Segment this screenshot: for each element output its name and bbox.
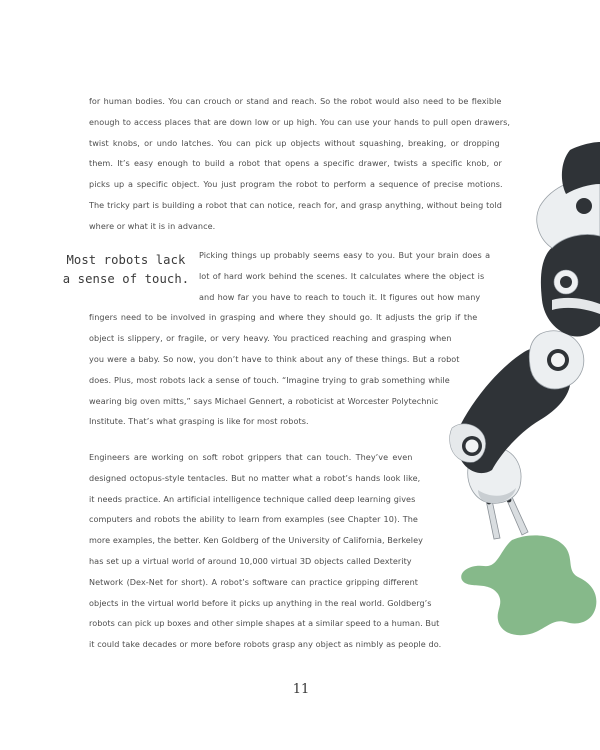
- text-line: computers and robots the ability to learn from examples (see Chapter 10). The: [89, 514, 418, 525]
- text-line: does. Plus, most robots lack a sense of touch. “Imagine trying to grab something while: [89, 374, 450, 385]
- page-number: 11: [292, 682, 310, 697]
- text-line: and how far you have to reach to touch it. It figures out how many: [199, 291, 481, 302]
- text-line: objects in the virtual world before it picks up anything in the real world. Goldberg’s: [89, 597, 432, 608]
- text-line: Engineers are working on soft robot grippers that can touch. They’ve even: [89, 452, 413, 462]
- green-blob: [461, 535, 596, 635]
- text-line: twist knobs, or undo latches. You can pick up objects without squashing, breaking, or dropping: [89, 137, 500, 148]
- robot-shoulder-cap: [560, 276, 572, 288]
- text-line: more examples, the better. Ken Goldberg of the University of California, Berkeley: [89, 535, 423, 546]
- text-line: robots can pick up boxes and other simple shapes at a similar speed to a human. But: [89, 618, 440, 629]
- pull-quote-line: a sense of touch.: [62, 272, 190, 286]
- pull-quote-line: Most robots lack: [66, 253, 186, 267]
- text-line: wearing big oven mitts,” says Michael Gennert, a roboticist at Worcester Polytechnic: [89, 395, 439, 406]
- robot-wrist-cap: [466, 440, 479, 453]
- text-line: The tricky part is building a robot that can notice, reach for, and grasp anything, without being told: [89, 199, 502, 210]
- text-line: enough to access places that are down low or up high. You can use your hands to pull open drawers,: [89, 116, 510, 127]
- text-line: it could take decades or more before robots grasp any object as nimbly as people do.: [89, 639, 442, 650]
- robot-elbow-cap: [551, 353, 565, 367]
- text-line: you were a baby. So now, you don’t have to think about any of these things. But a robot: [89, 353, 460, 364]
- text-line: lot of hard work behind the scenes. It calculates where the object is: [199, 270, 485, 281]
- text-line: designed octopus-style tentacles. But no matter what a robot’s hands look like,: [89, 472, 421, 483]
- text-line: Picking things up probably seems easy to you. But your brain does a: [199, 250, 491, 260]
- text-line: fingers need to be involved in grasping and where they should go. It adjusts the grip if the: [89, 312, 478, 323]
- text-line: for human bodies. You can crouch or stand and reach. So the robot would also need to be flexible: [89, 96, 502, 106]
- robot-top-joint: [576, 198, 592, 214]
- text-line: them. It’s easy enough to build a robot that opens a specific drawer, twists a specific knob, or: [89, 158, 502, 169]
- text-line: where or what it is in advance.: [89, 220, 216, 231]
- text-line: object is slippery, or fragile, or very heavy. You practiced reaching and grasping when: [89, 333, 452, 344]
- text-line: picks up a specific object. You just program the robot to perform a sequence of precise motions.: [89, 179, 503, 190]
- text-line: Network (Dex-Net for short). A robot’s software can practice gripping different: [89, 576, 418, 587]
- text-line: has set up a virtual world of around 10,000 virtual 3D objects called Dexterity: [89, 555, 412, 566]
- text-line: Institute. That’s what grasping is like for most robots.: [89, 416, 309, 427]
- text-line: it needs practice. An artificial intelligence technique called deep learning gives: [89, 493, 416, 504]
